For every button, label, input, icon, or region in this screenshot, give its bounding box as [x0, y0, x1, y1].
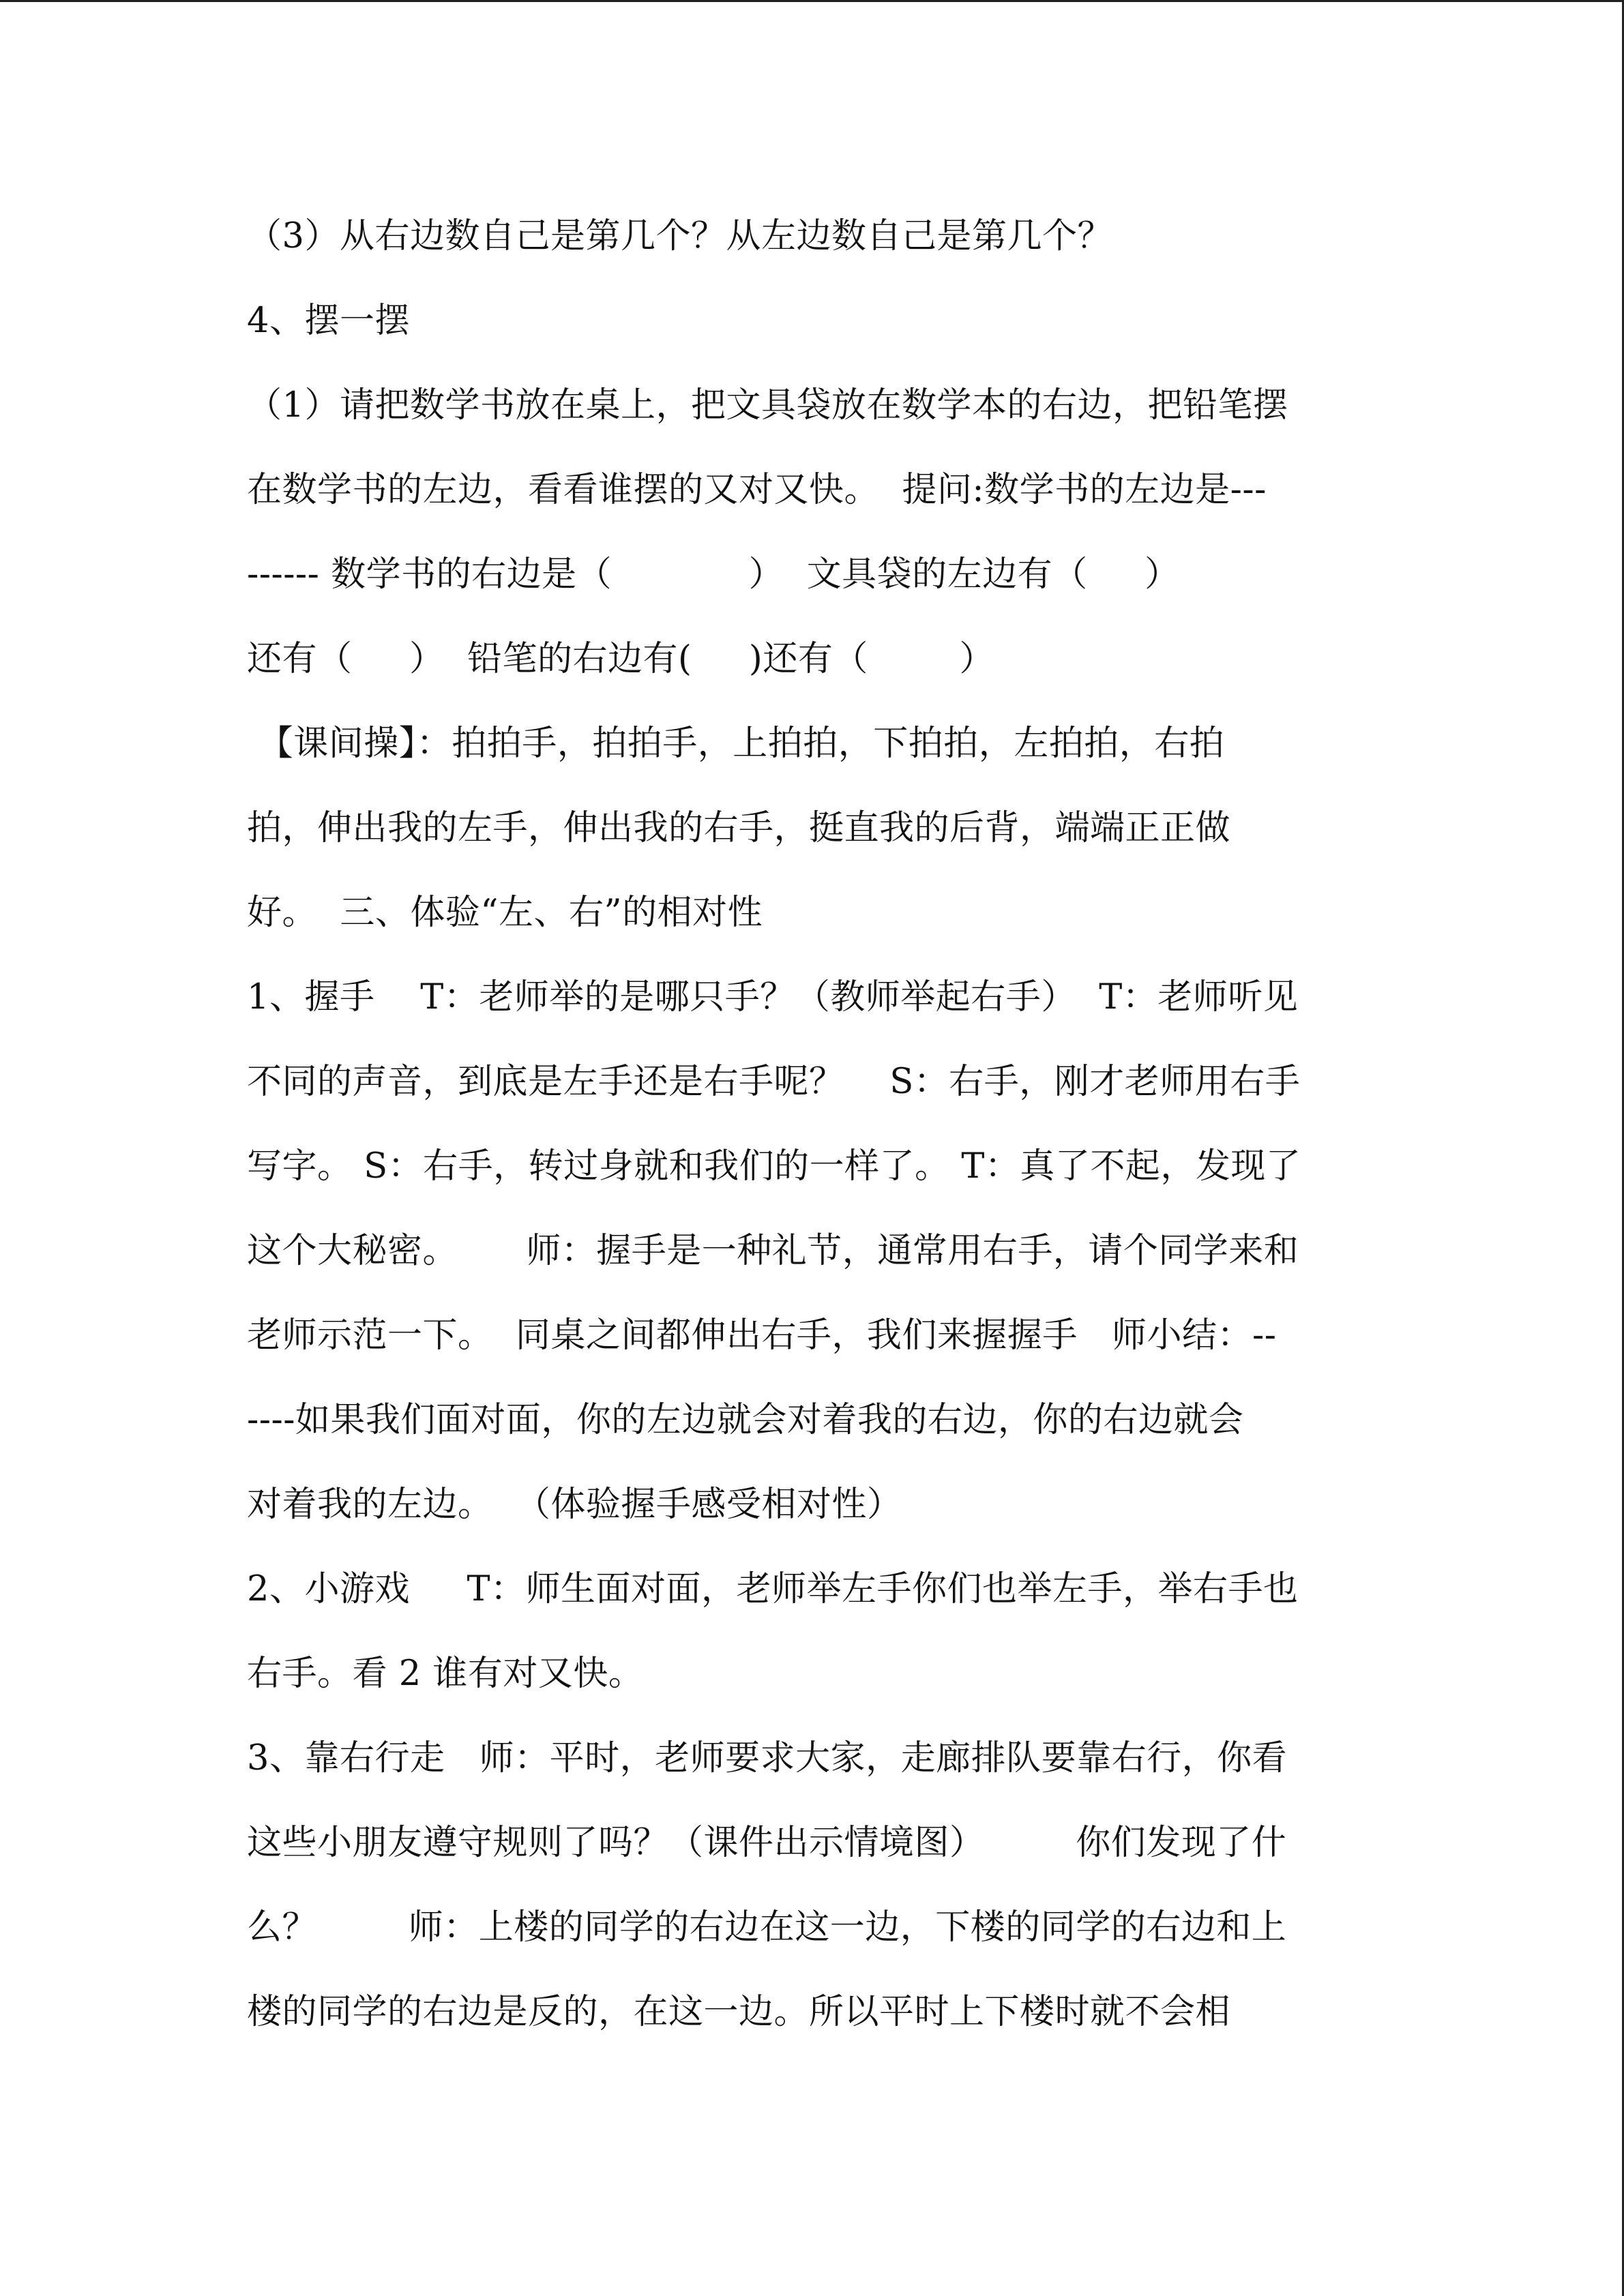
- text-line: 老师示范一下。 同桌之间都伸出右手，我们来握握手 师小结：--: [247, 1315, 1277, 1356]
- text-line: 这个大秘密。 师：握手是一种礼节，通常用右手，请个同学来和: [247, 1231, 1299, 1271]
- text-line: 好。 三、体验“左、右”的相对性: [247, 893, 763, 933]
- text-line: ------ 数学书的右边是（ ） 文具袋的左边有（ ）: [247, 554, 1180, 595]
- text-line: 楼的同学的右边是反的，在这一边。所以平时上下楼时就不会相: [247, 1992, 1231, 2032]
- text-line: 还有（ ） 铅笔的右边有( )还有（ ）: [247, 639, 995, 679]
- text-line: 这些小朋友遵守规则了吗？（课件出示情境图） 你们发现了什: [247, 1823, 1287, 1863]
- text-line: 3、靠右行走 师：平时，老师要求大家，走廊排队要靠右行，你看: [247, 1738, 1288, 1778]
- text-line: 不同的声音，到底是左手还是右手呢？ S：右手，刚才老师用右手: [247, 1062, 1301, 1102]
- text-line: 写字。 S：右手，转过身就和我们的一样了。 T：真了不起，发现了: [247, 1146, 1301, 1187]
- text-line: 【课间操】：拍拍手，拍拍手，上拍拍，下拍拍，左拍拍，右拍: [247, 724, 1225, 764]
- document-body: [247, 194, 1379, 2055]
- page-border-top: [0, 0, 1624, 2]
- text-line: ----如果我们面对面，你的左边就会对着我的右边，你的右边就会: [247, 1400, 1244, 1440]
- text-line: 对着我的左边。 （体验握手感受相对性）: [247, 1485, 902, 1525]
- text-line: 1、握手 T：老师举的是哪只手？（教师举起右手） T：老师听见: [247, 977, 1299, 1017]
- text-line: 在数学书的左边，看看谁摆的又对又快。 提问:数学书的左边是---: [247, 470, 1267, 510]
- text-line: 4、摆一摆: [247, 301, 410, 341]
- text-line: （3）从右边数自己是第几个？从左边数自己是第几个？: [247, 216, 1112, 256]
- text-line: 2、小游戏 T：师生面对面，老师举左手你们也举左手，举右手也: [247, 1569, 1299, 1609]
- text-line: （1）请把数学书放在桌上，把文具袋放在数学本的右边，把铅笔摆: [247, 385, 1288, 426]
- text-line: 拍，伸出我的左手，伸出我的右手，挺直我的后背，端端正正做: [247, 808, 1231, 848]
- text-line: 么？ 师：上楼的同学的右边在这一边，下楼的同学的右边和上: [247, 1907, 1287, 1948]
- text-line: 右手。看 2 谁有对又快。: [247, 1654, 644, 1694]
